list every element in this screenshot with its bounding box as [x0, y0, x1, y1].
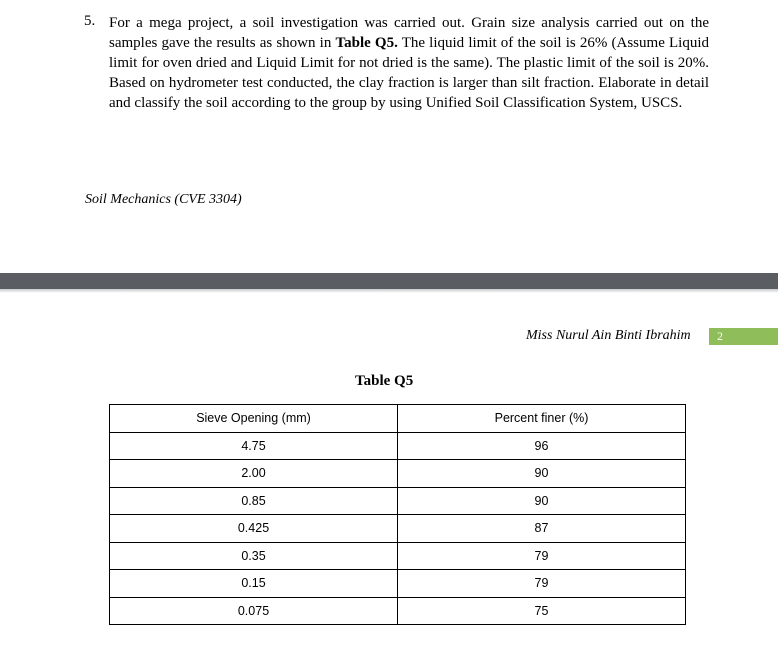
table-row	[110, 515, 686, 543]
sieve-analysis-table	[109, 404, 686, 625]
page-separator-shadow	[0, 289, 778, 293]
column-header-percent-finer: Percent finer (%)	[398, 405, 686, 433]
percent-finer-cell: 87	[398, 515, 686, 543]
table-row	[110, 432, 686, 460]
sieve-opening-cell: 0.85	[110, 487, 398, 515]
sieve-opening-cell: 4.75	[110, 432, 398, 460]
table-row	[110, 542, 686, 570]
percent-finer-cell: 90	[398, 460, 686, 488]
table-reference: Table Q5.	[335, 35, 398, 51]
sieve-opening-cell: 0.35	[110, 542, 398, 570]
percent-finer-cell: 79	[398, 542, 686, 570]
page-separator	[0, 273, 778, 289]
page-number-badge: 2	[709, 328, 778, 345]
sieve-opening-cell: 0.425	[110, 515, 398, 543]
percent-finer-cell: 96	[398, 432, 686, 460]
question-number: 5.	[84, 13, 96, 29]
sieve-opening-cell: 2.00	[110, 460, 398, 488]
question-text-part1: For a mega project, a soil investigation was carried out. Grain size analysis carried out on the samples gave the results as shown in	[109, 15, 709, 51]
table-row	[110, 570, 686, 598]
percent-finer-cell: 75	[398, 597, 686, 625]
page-header-author: Miss Nurul Ain Binti Ibrahim	[526, 328, 691, 343]
column-header-sieve-opening: Sieve Opening (mm)	[110, 405, 398, 433]
question-text-part2: The liquid limit of the soil is 26% (Assume Liquid limit for oven dried and Liquid Limit for not dried is the same). The plastic limit of the soil is 20%. Based on hydrometer test conducted, the clay fraction is larger than silt fraction. Elaborate in detail and classify the soil according to the group by using Unified Soil Classification System, USCS.	[109, 35, 709, 111]
page-footer-course: Soil Mechanics (CVE 3304)	[85, 192, 242, 207]
table-row	[110, 597, 686, 625]
table-title: Table Q5	[355, 373, 414, 389]
table-row	[110, 460, 686, 488]
table-row	[110, 487, 686, 515]
sieve-opening-cell: 0.15	[110, 570, 398, 598]
percent-finer-cell: 90	[398, 487, 686, 515]
sieve-opening-cell: 0.075	[110, 597, 398, 625]
table-header-row	[110, 405, 686, 433]
question-text	[109, 13, 709, 113]
percent-finer-cell: 79	[398, 570, 686, 598]
